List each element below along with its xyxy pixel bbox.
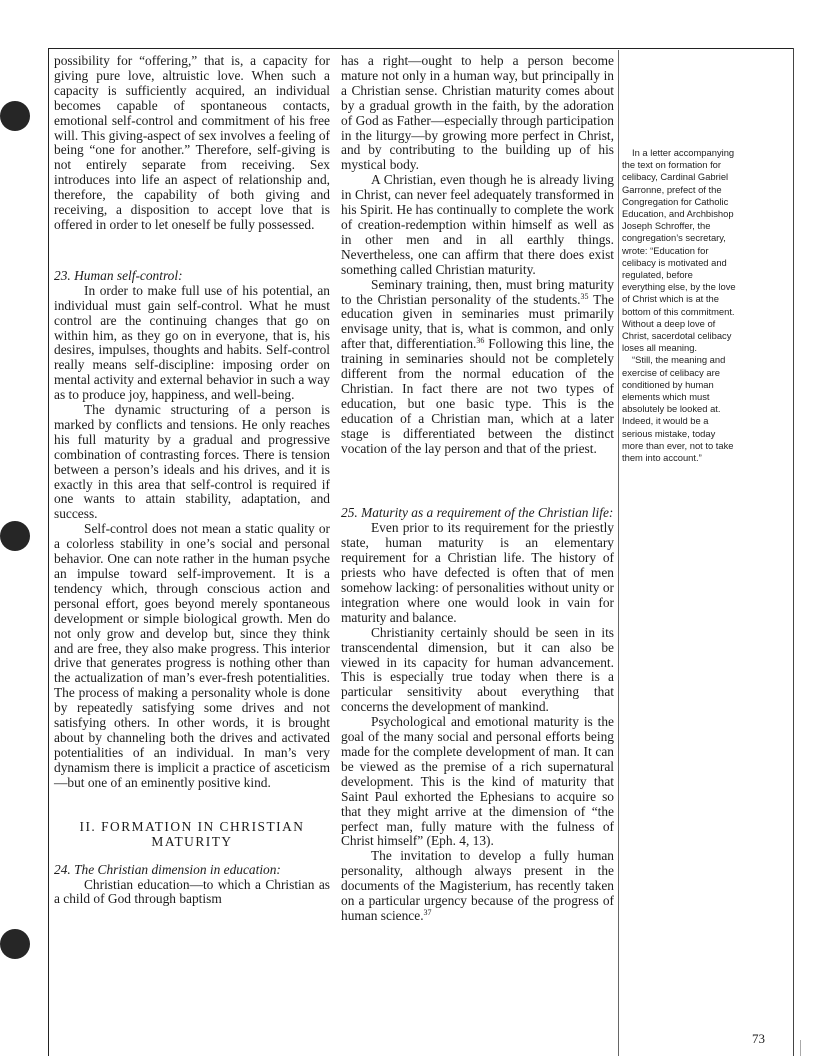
paragraph-christian: A Christian, even though he is already living in Christ, can never feel adequately transformed in his Spirit. He has continually to complete the work of creation-redemption within himself as well as in other men and in all earthly things. Nevertheless, one can affirm that there does exist something called Christian maturity. bbox=[341, 172, 614, 277]
seminary-text-3: Following this line, the training in seminaries should not be completely different from the normal education of the Christian. In fact there are not two types of education, but one basic type. This is the education of a Christian man, which at a later stage is differentiated between the distinct vocation of the lay person and that of the priest. bbox=[341, 336, 614, 456]
paragraph-25c: Psychological and emotional maturity is the goal of the many social and personal efforts being made for the complete development of man. It can be viewed as the premise of a rich supernatural development. This is the kind of maturity that Saint Paul exhorted the Ephesians to acquire so that they might arrive at the dimension of “the perfect man, fully mature with the fulness of Christ himself” (Eph. 4, 13). bbox=[341, 714, 614, 849]
paragraph-23c: Self-control does not mean a static quality or a colorless stability in one’s social and personal behavior. One can note rather in the human psyche an impulse toward self-improvement. It is a tendency which, through conscious action and personal effort, goes beyond merely spontaneous development or simple biological growth. Men do not only grow and develop but, since they think and are free, they also make progress. This interior drive that generates progress is nothing other than the actualization of man’s ever-fresh potentialities. The process of making a personality whole is done by repeatedly satisfying some drives and not satisfying others. In other words, it is brought about by channeling both the drives and activated potentialities of an individual. In man’s very dynamism there is implicit a practice of asceticism—but one of an eminently positive kind. bbox=[54, 521, 330, 790]
heading-23-human-self-control: 23. Human self-control: bbox=[54, 267, 183, 283]
paragraph-seminary bbox=[341, 278, 614, 457]
left-text-column bbox=[54, 54, 330, 907]
footnote-ref-37: 37 bbox=[423, 907, 432, 917]
paragraph-25d-text: The invitation to develop a fully human personality, although always present in the documents of the Magisterium, has recently taken on a particular urgency because of the progress of human science. bbox=[341, 848, 614, 923]
heading-25-maturity-requirement: 25. Maturity as a requirement of the Christian life: bbox=[341, 505, 614, 521]
binder-hole-top bbox=[0, 101, 30, 131]
sidenote-divider-rule bbox=[618, 50, 619, 1056]
paragraph-offering: possibility for “offering,” that is, a capacity for giving pure love, altruistic love. When such a capacity is sufficiently acquired, an individual becomes capable of spontaneous contacts, emotional self-control and commitment of his free will. This giving-aspect of sex involves a feeling of being “one for another.” Therefore, self-giving is not entirely separate from receiving. Sex introduces into life an aspect of relationship and, therefore, the capability of both giving and receiving, a disposition to accept love that is offered in order to let oneself be fully possessed. bbox=[54, 53, 330, 232]
paragraph-23b: The dynamic structuring of a person is marked by conflicts and tensions. He only reaches his full maturity by a gradual and progressive combination of contrasting forces. There is tension between a person’s ideals and his drives, and it is exactly in this area that self-control is required if one wants to attain stability, adaptation, and success. bbox=[54, 402, 330, 522]
section-heading-line1: II. FORMATION IN CHRISTIAN bbox=[79, 818, 305, 834]
section-heading-line2: MATURITY bbox=[151, 833, 233, 849]
paragraph-25b: Christianity certainly should be seen in its transcendental dimension, but it can also be viewed in its capacity for human advancement. This is especially true today when there is a particular sensitivity about everything that concerns the development of mankind. bbox=[341, 624, 614, 715]
sidenote-paragraph-2: “Still, the meaning and exercise of celibacy are conditioned by human elements which must absolutely be looked at. Indeed, it would be a serious mistake, today more than ever, not to take them into account.” bbox=[622, 354, 734, 464]
paragraph-25d bbox=[341, 849, 614, 924]
binder-hole-bottom bbox=[0, 929, 30, 959]
sidenote-paragraph-1: In a letter accompanying the text on formation for celibacy, Cardinal Gabriel Garronne, prefect of the Congregation for Catholic Education, and Archbishop Joseph Schroffer, the congregation’s secretary, wrote: “Education for celibacy is motivated and regulated, before everything else, by the love of Christ which is at the bottom of this commitment. Without a deep love of Christ, sacerdotal celibacy loses all meaning. bbox=[622, 147, 736, 354]
paragraph-25a: Even prior to its requirement for the priestly state, human maturity is an elementary requirement for a Christian life. The history of priests who have defected is often that of men somehow lacking: of personalities without unity or integration where one would look in vain for maturity and balance. bbox=[341, 520, 614, 625]
paragraph-23a: In order to make full use of his potential, an individual must gain self-control. What he must control are the continuing changes that go on within him, as they go on in everyone, that is, his desires, impulses, thoughts and habits. Self-control really means self-discipline: imposing order on mental activity and external behavior in such a way as to produce joy, happiness, and well-being. bbox=[54, 282, 330, 403]
footnote-ref-35: 35 bbox=[580, 291, 589, 301]
seminary-text-1: Seminary training, then, must bring maturity to the Christian personality of the students. bbox=[341, 276, 614, 307]
paragraph-continuation: has a right—ought to help a person become mature not only in a human way, but principally in a Christian sense. Christian maturity comes about by a gradual growth in the faith, by the adoration of God as Father—especially through participation in the liturgy—by growing more perfect in Christ, and by contributing to the building up of his mystical body. bbox=[341, 53, 614, 173]
paragraph-24: Christian education—to which a Christian as a child of God through baptism bbox=[54, 876, 330, 907]
page-frame-right-rule bbox=[793, 48, 794, 1056]
page-number: 73 bbox=[752, 1031, 765, 1046]
seminary-text-2: The education given in seminaries must primarily envisage unity, that is, what is common, and only after that, differentiation. bbox=[341, 291, 614, 352]
margin-sidenote bbox=[622, 147, 738, 464]
page-frame-left-rule bbox=[48, 48, 49, 1056]
binder-hole-middle bbox=[0, 521, 30, 551]
heading-24-christian-dimension: 24. The Christian dimension in education: bbox=[54, 861, 281, 877]
footnote-ref-36: 36 bbox=[476, 336, 485, 346]
scan-edge-mark bbox=[800, 1040, 801, 1056]
right-text-column bbox=[341, 54, 614, 924]
page-frame-top-rule bbox=[48, 48, 793, 49]
